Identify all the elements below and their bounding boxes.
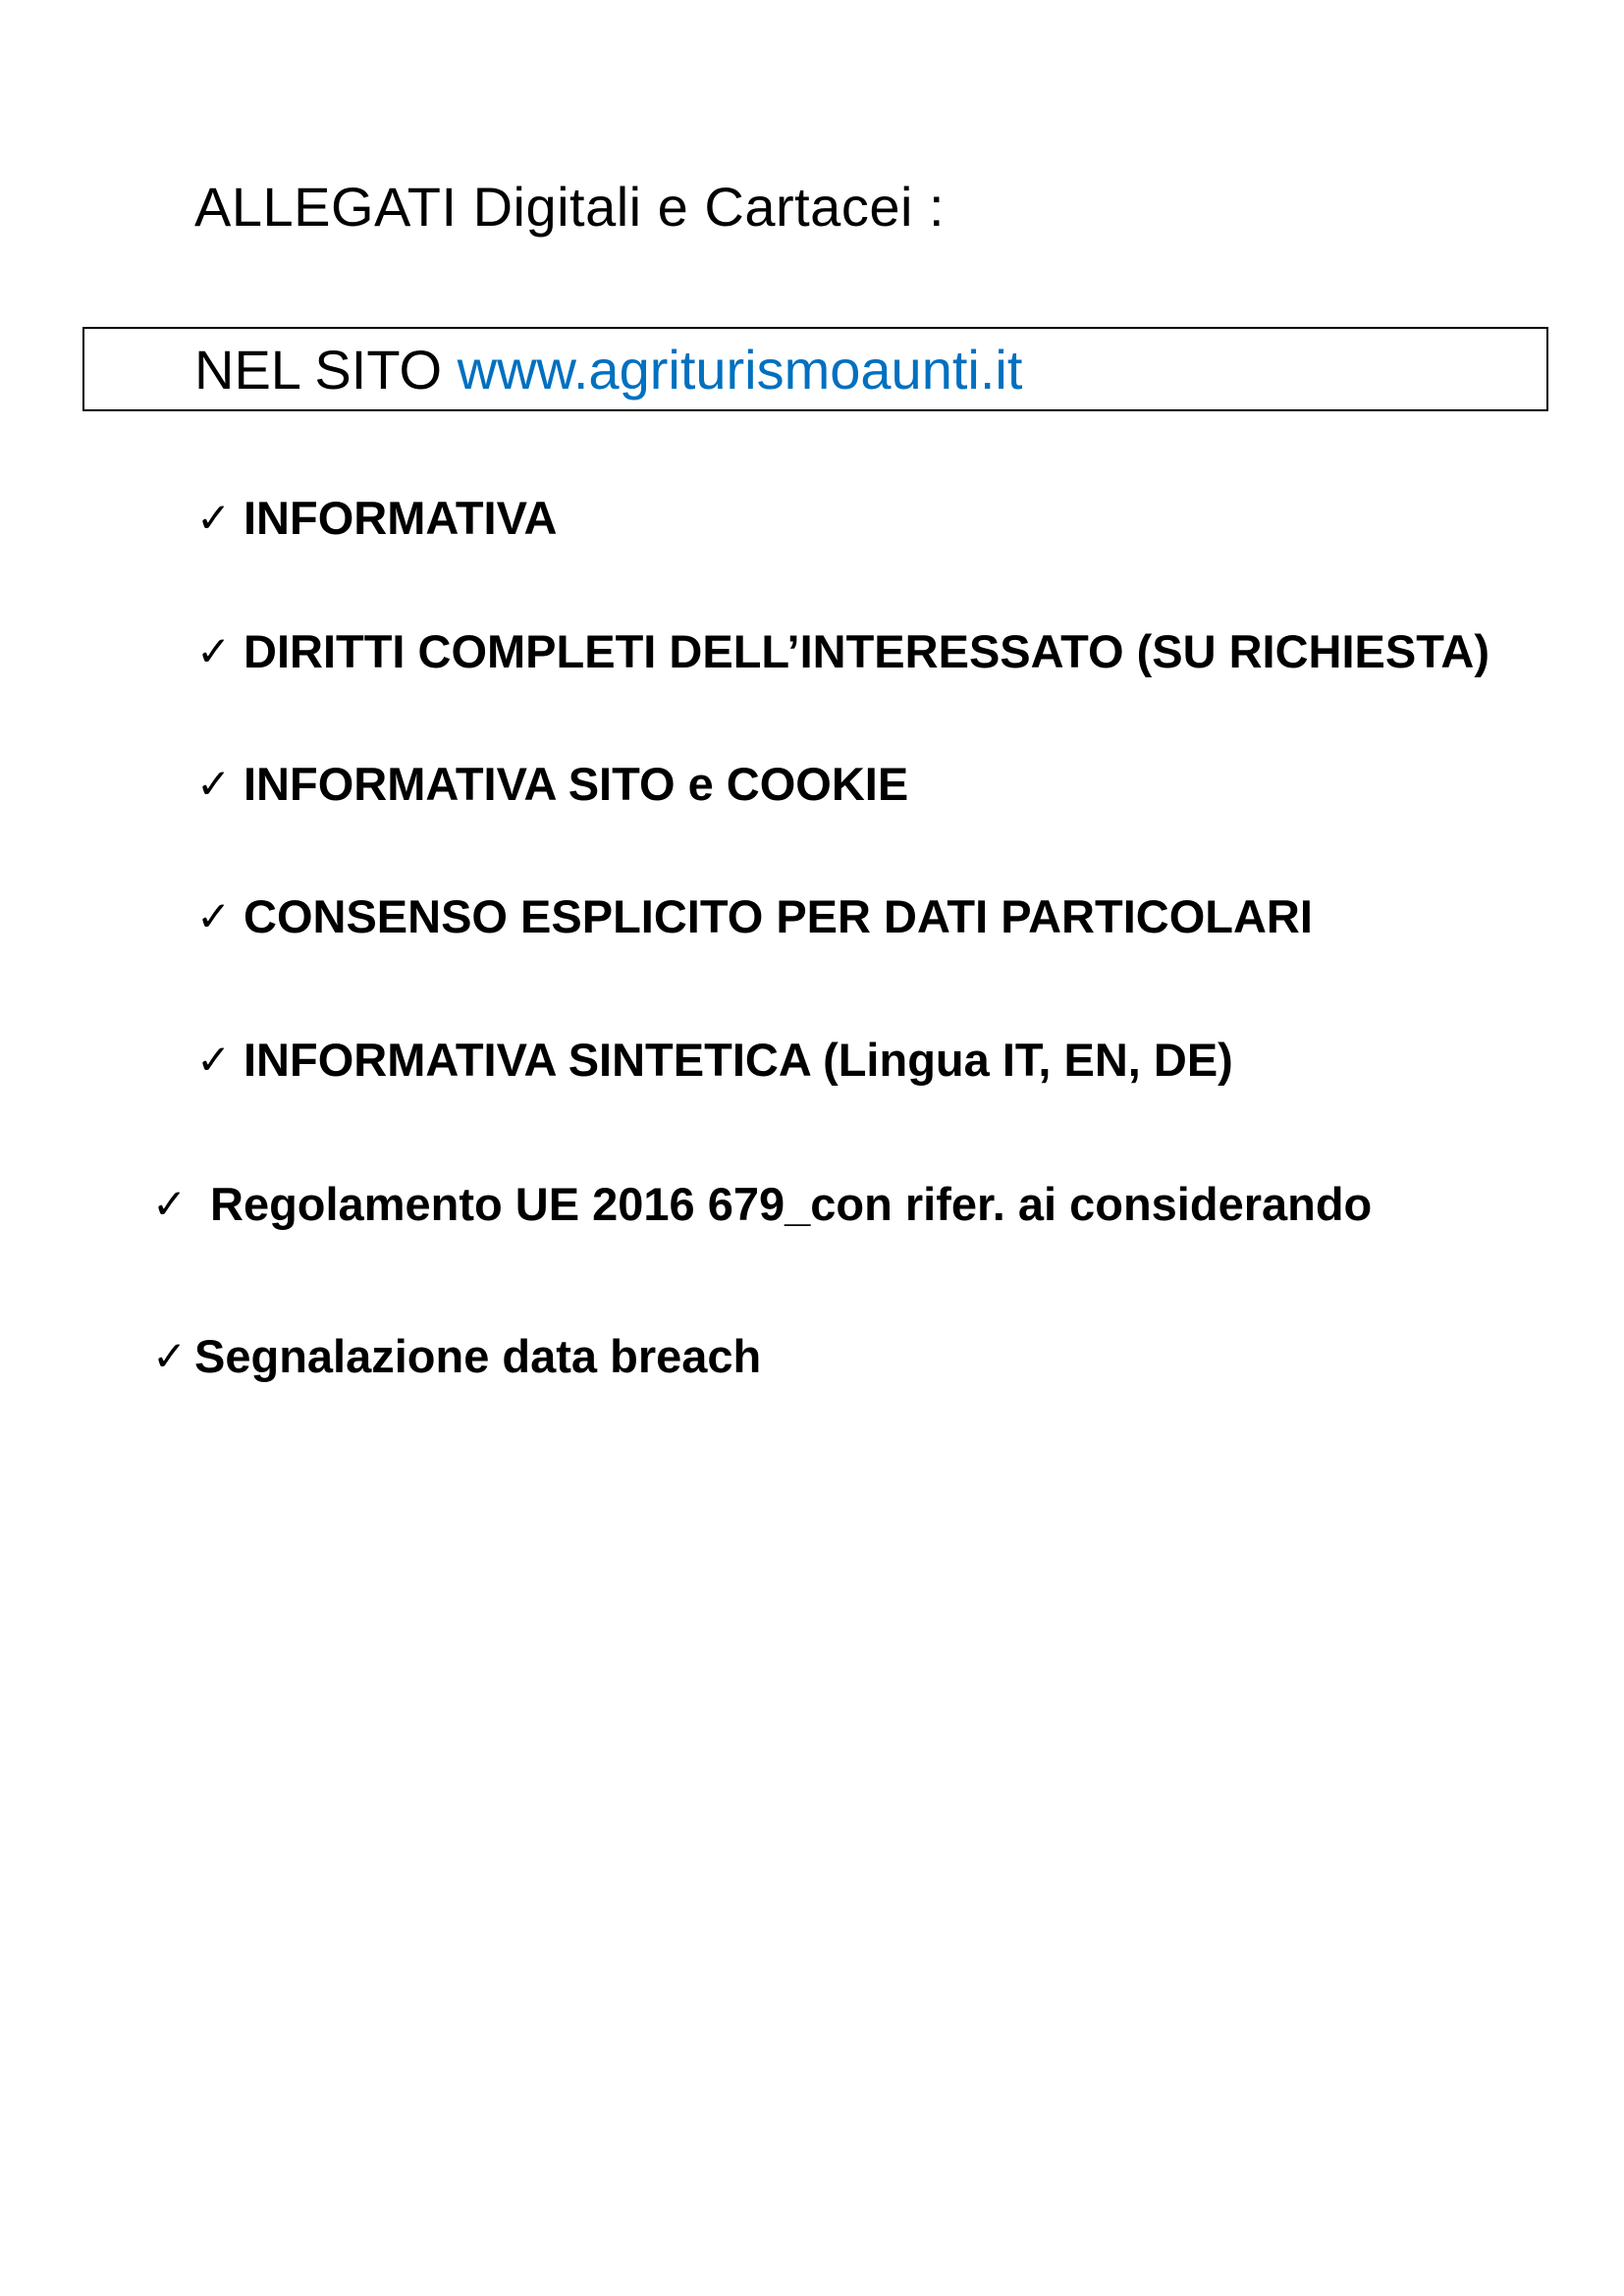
checkmark-icon: ✓: [196, 493, 232, 542]
list-item-informativa-sintetica: [196, 1033, 1233, 1087]
checkmark-icon: ✓: [196, 1035, 232, 1084]
checkmark-icon: ✓: [152, 1179, 188, 1228]
list-item-label: DIRITTI COMPLETI DELL’INTERESSATO (SU RICHIESTA): [244, 625, 1490, 677]
list-item-consenso: [196, 889, 1313, 943]
list-item-data-breach: [152, 1329, 761, 1383]
checkmark-icon: ✓: [196, 891, 232, 940]
list-item-label: INFORMATIVA SITO e COOKIE: [244, 758, 909, 810]
list-item-informativa: [196, 491, 557, 545]
checkmark-icon: ✓: [196, 626, 232, 675]
site-prefix: NEL SITO: [194, 339, 458, 400]
page-title: ALLEGATI Digitali e Cartacei :: [194, 176, 946, 238]
list-item-label: Segnalazione data breach: [194, 1330, 762, 1382]
list-item-label: CONSENSO ESPLICITO PER DATI PARTICOLARI: [244, 890, 1313, 942]
list-item-label: INFORMATIVA: [244, 492, 558, 544]
list-item-label: Regolamento UE 2016 679_con rifer. ai considerando: [210, 1178, 1373, 1230]
checkmark-icon: ✓: [152, 1331, 188, 1380]
site-url-link[interactable]: www.agriturismoaunti.it: [457, 339, 1023, 400]
checkmark-icon: ✓: [196, 759, 232, 808]
site-line: [194, 338, 1022, 401]
list-item-informativa-sito: [196, 757, 908, 811]
list-item-label: INFORMATIVA SINTETICA (Lingua IT, EN, DE): [244, 1034, 1233, 1086]
list-item-diritti: [196, 624, 1489, 678]
list-item-regolamento: [152, 1177, 1372, 1231]
